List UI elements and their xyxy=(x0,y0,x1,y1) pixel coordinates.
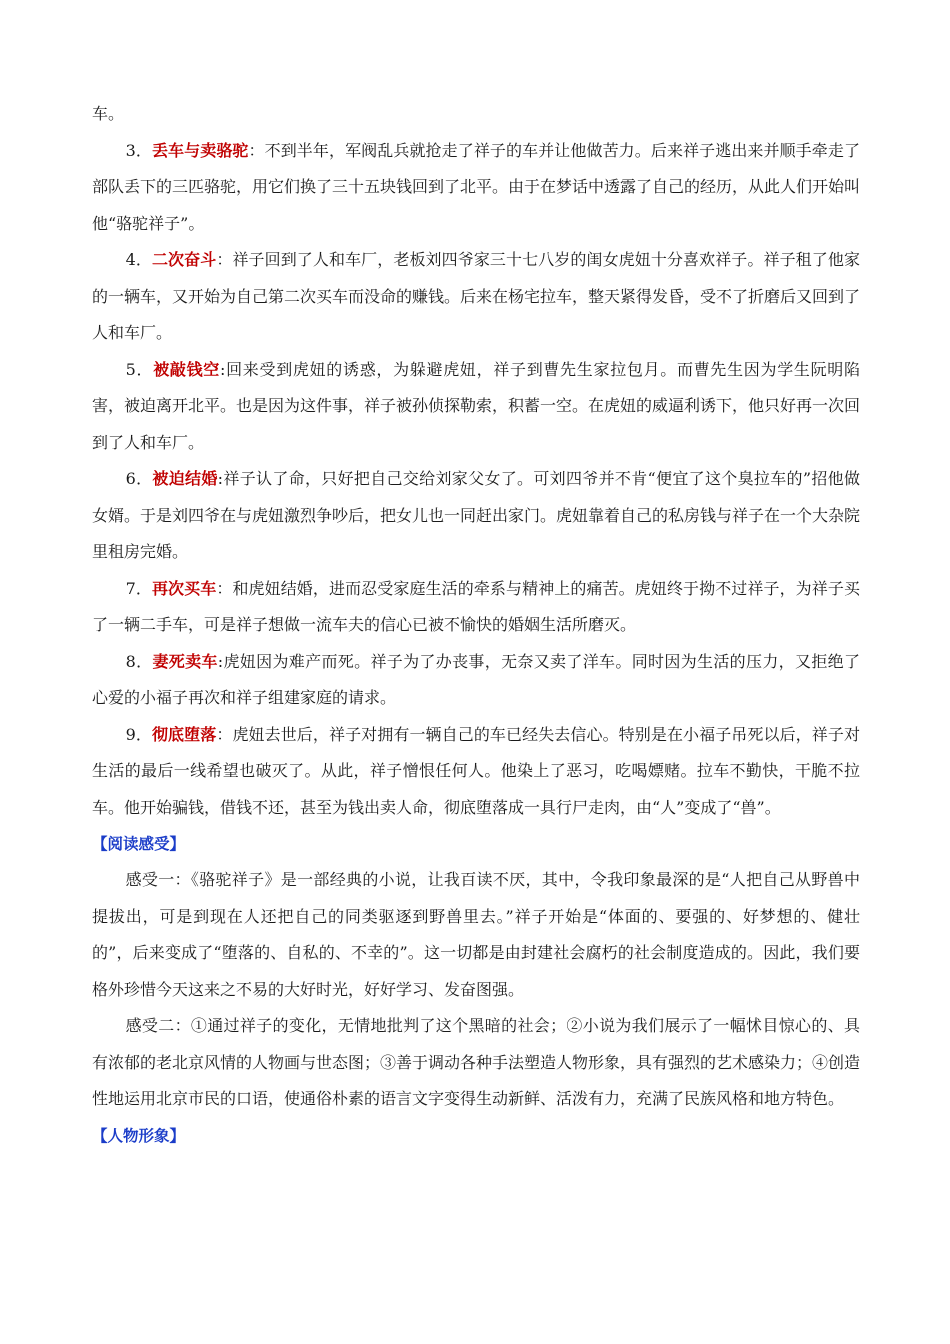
plot-item xyxy=(92,242,860,352)
plot-item xyxy=(92,461,860,571)
item-separator: : xyxy=(217,651,224,671)
plot-item xyxy=(92,717,860,827)
section-heading-reading: 【阅读感受】 xyxy=(92,835,186,853)
reading-paragraph: 感受二：①通过祥子的变化，无情地批判了这个黑暗的社会；②小说为我们展示了一幅怵目惊心的、具有浓郁的老北京风情的人物画与世态图；③善于调动各种手法塑造人物形象，具有强烈的艺术感染力；④创造性地运用北京市民的口语，使通俗朴素的语言文字变得生动新鲜、活泼有力，充满了民族风格和地方特色。 xyxy=(92,1016,861,1108)
item-number: 3． xyxy=(125,140,152,160)
item-number: 8． xyxy=(125,651,153,671)
item-number: 7． xyxy=(125,578,152,598)
item-keyword: 再次买车 xyxy=(151,578,217,598)
item-keyword: 被迫结婚 xyxy=(152,469,218,488)
item-keyword: 丢车与卖骆驼 xyxy=(151,140,249,160)
item-separator: : xyxy=(220,359,226,379)
item-separator: ： xyxy=(216,250,233,269)
item-text: 祥子回到了人和车厂，老板刘四爷家三十七八岁的闺女虎妞十分喜欢祥子。祥子租了他家的一辆车，又开始为自己第二次买车而没命的赚钱。后来在杨宅拉车，整天紧得发昏，受不了折磨后又回到了人和车厂。 xyxy=(92,250,861,342)
item-text: 虎妞去世后，祥子对拥有一辆自己的车已经失去信心。特别是在小福子吊死以后，祥子对生活的最后一线希望也破灭了。从此，祥子憎恨任何人。他染上了恶习，吃喝嫖赌。拉车不勤快，干脆不拉车。他开始骗钱，借钱不还，甚至为钱出卖人命，彻底堕落成一具行尸走肉，由“人”变成了“兽”。 xyxy=(92,724,860,817)
item-text: 祥子认了命，只好把自己交给刘家父女了。可刘四爷并不肯“便宜了这个臭拉车的”招他做女婿。于是刘四爷在与虎妞激烈争吵后，把女儿也一同赶出家门。虎妞靠着自己的私房钱与祥子在一个大杂院里租房完婚。 xyxy=(92,469,861,561)
item-keyword: 妻死卖车 xyxy=(152,651,218,671)
plot-item xyxy=(92,644,860,717)
item-separator: : xyxy=(217,469,224,488)
reading-paragraph: 感受一：《骆驼祥子》是一部经典的小说，让我百读不厌，其中，令我印象最深的是“人把自己从野兽中提拔出，可是到现在人还把自己的同类驱逐到野兽里去。”祥子开始是“体面的、要强的、好梦想的、健壮的”，后来变成了“堕落的、自私的、不幸的”。这一切都是由封建社会腐朽的社会制度造成的。因此，我们要格外珍惜今天这来之不易的大好时光，好好学习、发奋图强。 xyxy=(92,870,860,999)
plot-items xyxy=(92,133,860,827)
item-text: 和虎妞结婚，进而忍受家庭生活的牵系与精神上的痛苦。虎妞终于拗不过祥子，为祥子买了一辆二手车，可是祥子想做一流车夫的信心已被不愉快的婚姻生活所磨灭。 xyxy=(92,578,860,634)
page-content xyxy=(92,96,860,1154)
item-separator: ： xyxy=(248,140,265,160)
item-text: 回来受到虎妞的诱惑，为躲避虎妞，祥子到曹先生家拉包月。而曹先生因为学生阮明陷害，被迫离开北平。也是因为这件事，祥子被孙侦探勒索，积蓄一空。在虎妞的威逼利诱下，他只好再一次回到了人和车厂。 xyxy=(92,359,861,452)
plot-item xyxy=(92,133,860,243)
item-separator: ： xyxy=(216,578,233,598)
item-number: 9． xyxy=(125,724,152,744)
item-keyword: 彻底堕落 xyxy=(151,724,217,744)
plot-item xyxy=(92,352,860,462)
item-text: 虎妞因为难产而死。祥子为了办丧事，无奈又卖了洋车。同时因为生活的压力，又拒绝了心爱的小福子再次和祥子组建家庭的请求。 xyxy=(92,651,860,707)
item-text: 不到半年，军阀乱兵就抢走了祥子的车并让他做苦力。后来祥子逃出来并顺手牵走了部队丢下的三匹骆驼，用它们换了三十五块钱回到了北平。由于在梦话中透露了自己的经历，从此人们开始叫他“骆驼祥子”。 xyxy=(92,140,861,233)
item-separator: ： xyxy=(216,724,233,744)
plot-item xyxy=(92,571,860,644)
item-keyword: 被敲钱空 xyxy=(153,359,220,379)
item-number: 6． xyxy=(125,469,153,488)
item-keyword: 二次奋斗 xyxy=(151,250,217,269)
item-number: 4． xyxy=(125,250,152,269)
item-number: 5． xyxy=(125,359,154,379)
section-heading-character: 【人物形象】 xyxy=(92,1126,186,1145)
top-line: 车。 xyxy=(92,104,125,123)
